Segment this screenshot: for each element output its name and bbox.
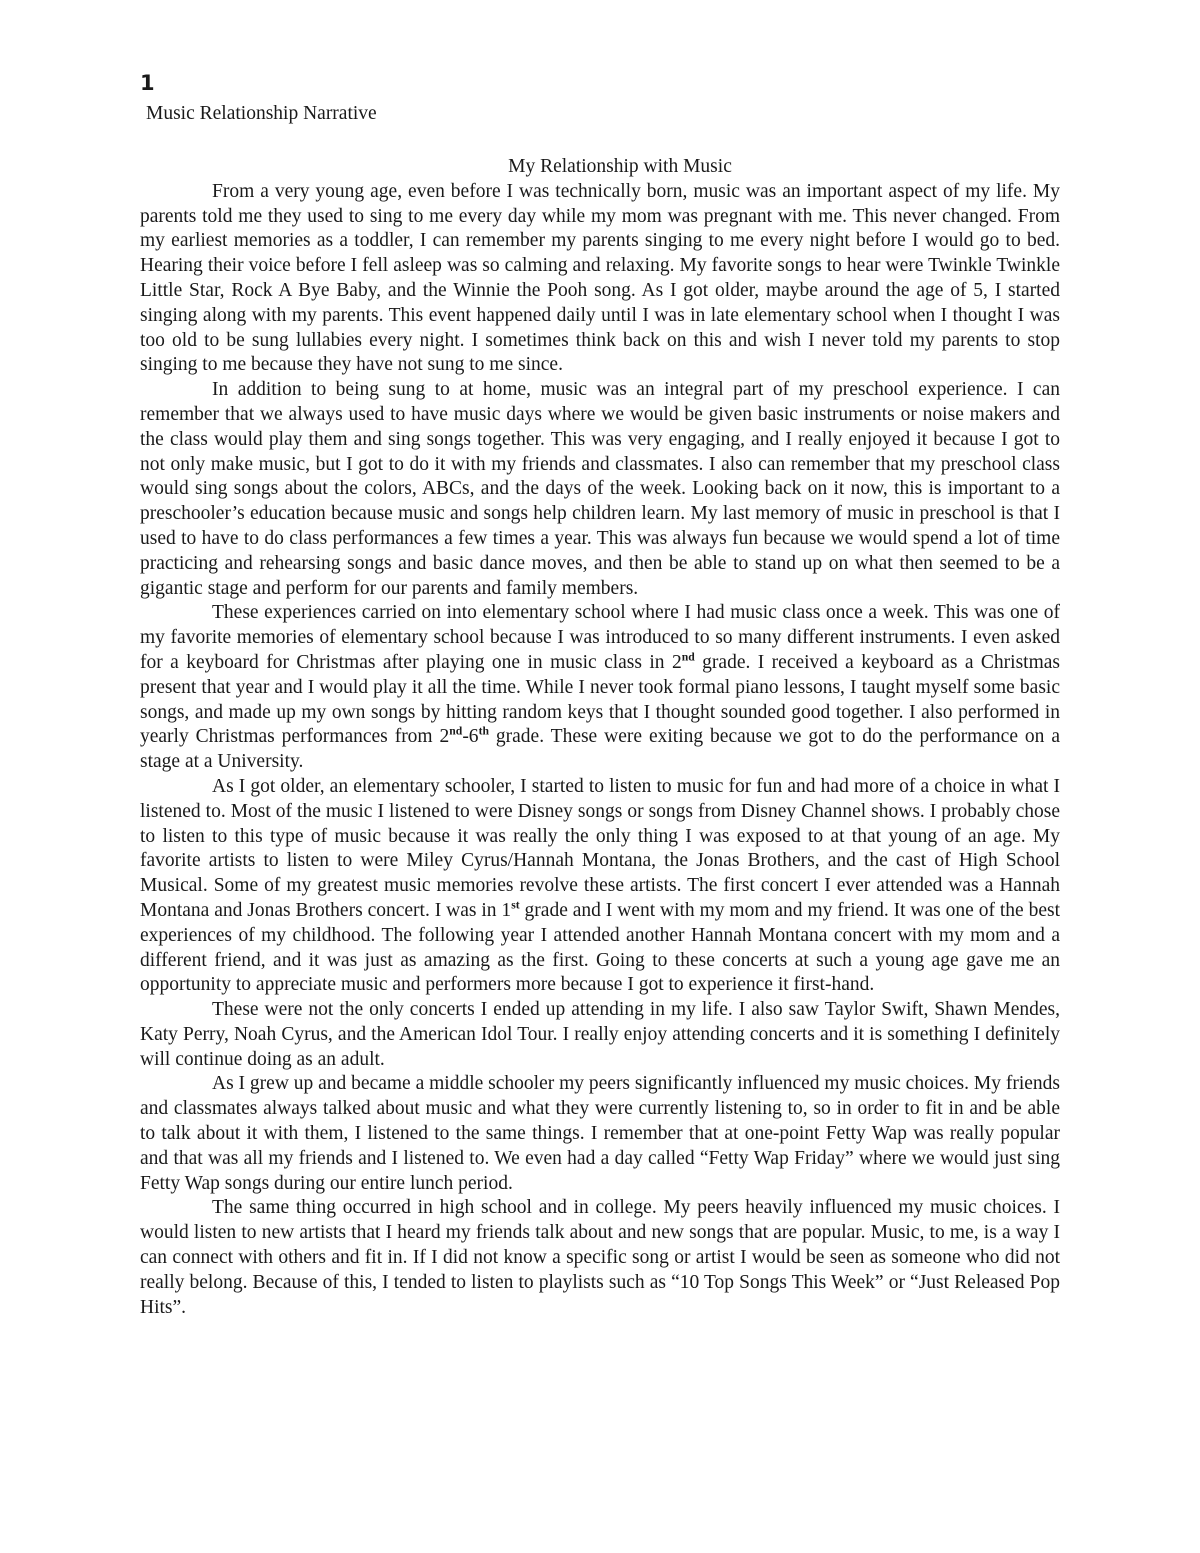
document-title: My Relationship with Music <box>508 156 732 177</box>
document-body <box>140 155 1060 1320</box>
paragraph-1: From a very young age, even before I was technically born, music was an important aspect of my life. My parents told me they used to sing to me every day while my mom was pregnant with me. This never changed. From my earliest memories as a toddler, I can remember my parents singing to me every night before I would go to bed. Hearing their voice before I fell asleep was so calming and relaxing. My favorite songs to hear were Twinkle Twinkle Little Star, Rock A Bye Baby, and the Winnie the Pooh song. As I got older, maybe around the age of 5, I started singing along with my parents. This event happened daily until I was in late elementary school when I thought I was too old to be sung lullabies every night. I sometimes think back on this and wish I never told my parents to stop singing to me because they have not sung to me since. <box>140 180 1060 376</box>
page-number: 1 <box>140 71 155 95</box>
paragraph-3-text-1: These experiences carried on into elementary school where I had music class once a week. This was one of my favorite memories of elementary school because I was introduced to so many different instruments. I even asked for a keyboard for Christmas after playing one in music class in 2 <box>140 602 1060 673</box>
ordinal-superscript: st <box>511 898 520 912</box>
ordinal-superscript: nd <box>681 650 695 664</box>
paragraph-2: In addition to being sung to at home, music was an integral part of my preschool experience. I can remember that we always used to have music days where we would be given basic instruments or noise makers and the class would play them and sing songs together. This was very engaging, and I really enjoyed it because I got to not only make music, but I got to do it with my friends and classmates. I also can remember that my preschool class would sing songs about the colors, ABCs, and the days of the week. Looking back on it now, this is important to a preschooler’s education because music and songs help children learn. My last memory of music in preschool is that I used to have to do class performances a few times a year. This was always fun because we would spend a lot of time practicing and rehearsing songs and basic dance moves, and then be able to stand up on what then seemed to be a gigantic stage and perform for our parents and family members. <box>140 379 1060 599</box>
paragraph-3 <box>140 601 1060 775</box>
ordinal-superscript: nd <box>449 724 463 738</box>
ordinal-superscript: th <box>478 724 489 738</box>
paragraph-3-text-3: -6 <box>462 726 479 748</box>
paragraph-4 <box>140 775 1060 998</box>
paragraph-7: The same thing occurred in high school and in college. My peers heavily influenced my music choices. I would listen to new artists that I heard my friends talk about and new songs that are popular. Music, to me, is a way I can connect with others and fit in. If I did not know a specific song or artist I would be seen as someone who did not really belong. Because of this, I tended to listen to playlists such as “10 Top Songs This Week” or “Just Released Pop Hits”. <box>140 1197 1060 1318</box>
document-subject: Music Relationship Narrative <box>146 103 377 124</box>
paragraph-6: As I grew up and became a middle schooler my peers significantly influenced my music choices. My friends and classmates always talked about music and what they were currently listening to, so in order to fit in and be able to talk about it with them, I listened to the same things. I remember that at one-point Fetty Wap was really popular and that was all my friends and I listened to. We even had a day called “Fetty Wap Friday” where we would just sing Fetty Wap songs during our entire lunch period. <box>140 1073 1061 1194</box>
paragraph-3-text-4: grade. These were exiting because we got to do the performance on a stage at a University. <box>140 726 1060 773</box>
paragraph-5: These were not the only concerts I ended up attending in my life. I also saw Taylor Swift, Shawn Mendes, Katy Perry, Noah Cyrus, and the American Idol Tour. I really enjoy attending concerts and it is something I definitely will continue doing as an adult. <box>140 999 1060 1070</box>
paragraph-4-text-1: As I got older, an elementary schooler, I started to listen to music for fun and had more of a choice in what I listened to. Most of the music I listened to were Disney songs or songs from Disney Channel shows. I probably chose to listen to this type of music because it was really the only thing I was exposed to at that young of an age. My favorite artists to listen to were Miley Cyrus/Hannah Montana, the Jonas Brothers, and the cast of High School Musical. Some of my greatest music memories revolve these artists. The first concert I ever attended was a Hannah Montana and Jonas Brothers concert. I was in 1 <box>140 775 1060 921</box>
paragraph-3-text-2: grade. I received a keyboard as a Christmas present that year and I would play it all the time. While I never took formal piano lessons, I taught myself some basic songs, and made up my own songs by hitting random keys that I thought sounded good together. I also performed in yearly Christmas performances from 2 <box>140 651 1060 748</box>
paragraph-4-text-2: grade and I went with my mom and my friend. It was one of the best experiences of my childhood. The following year I attended another Hannah Montana concert with my mom and a different friend, and it was just as amazing as the first. Going to these concerts at such a young age gave me an opportunity to appreciate music and performers more because I got to experience it first-hand. <box>140 899 1061 996</box>
